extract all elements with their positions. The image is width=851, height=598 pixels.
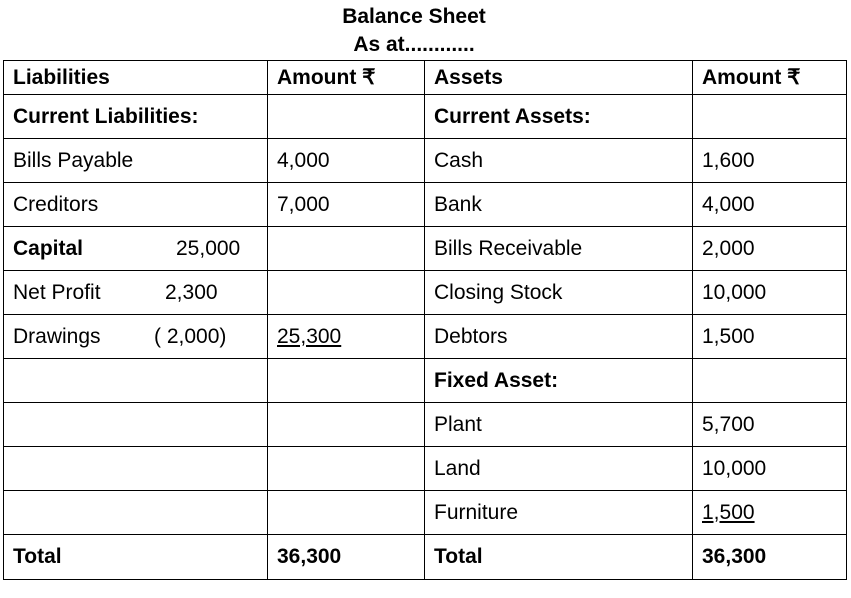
table-row bbox=[4, 95, 847, 139]
liability-label: Drawings bbox=[13, 324, 101, 348]
table-row bbox=[4, 271, 847, 315]
table-row bbox=[4, 403, 847, 447]
table-header-row bbox=[4, 61, 847, 95]
liability-amount bbox=[268, 271, 425, 315]
asset-label: Land bbox=[425, 447, 693, 491]
asset-amount bbox=[693, 95, 847, 139]
liability-label: Capital bbox=[13, 236, 84, 260]
total-row bbox=[4, 535, 847, 580]
asset-label: Plant bbox=[425, 403, 693, 447]
table-row bbox=[4, 315, 847, 359]
asset-label: Cash bbox=[425, 139, 693, 183]
asset-label: Closing Stock bbox=[425, 271, 693, 315]
asset-amount: 10,000 bbox=[693, 447, 847, 491]
liability-amount bbox=[268, 227, 425, 271]
liability-amount bbox=[268, 447, 425, 491]
asset-label: Current Assets: bbox=[425, 95, 693, 139]
liability-label bbox=[4, 447, 268, 491]
asset-amount: 5,700 bbox=[693, 403, 847, 447]
liability-label bbox=[4, 491, 268, 535]
asset-label: Bank bbox=[425, 183, 693, 227]
asset-label: Furniture bbox=[425, 491, 693, 535]
liability-label: Creditors bbox=[4, 183, 268, 227]
total-label-left: Total bbox=[4, 535, 268, 580]
liability-amount: 7,000 bbox=[268, 183, 425, 227]
total-amount-left: 36,300 bbox=[268, 535, 425, 580]
header-liabilities: Liabilities bbox=[4, 61, 268, 95]
liability-cell bbox=[4, 227, 268, 271]
balance-sheet-table bbox=[3, 60, 847, 580]
liability-cell bbox=[4, 315, 268, 359]
asset-amount: 1,600 bbox=[693, 139, 847, 183]
asset-amount: 10,000 bbox=[693, 271, 847, 315]
document-title: Balance Sheet bbox=[342, 5, 486, 28]
table-row bbox=[4, 183, 847, 227]
liability-cell bbox=[4, 271, 268, 315]
liability-label bbox=[4, 359, 268, 403]
header-assets: Assets bbox=[425, 61, 693, 95]
liability-sub-amount: ( 2,000) bbox=[154, 325, 227, 348]
asset-label: Debtors bbox=[425, 315, 693, 359]
liability-sub-amount: 25,000 bbox=[176, 237, 241, 260]
table-row bbox=[4, 491, 847, 535]
asset-label: Fixed Asset: bbox=[425, 359, 693, 403]
liability-amount bbox=[268, 403, 425, 447]
header-amount-left: Amount ₹ bbox=[268, 61, 425, 95]
liability-label bbox=[4, 403, 268, 447]
liability-label: Bills Payable bbox=[4, 139, 268, 183]
asset-amount: 4,000 bbox=[693, 183, 847, 227]
asset-label: Bills Receivable bbox=[425, 227, 693, 271]
liability-amount bbox=[268, 95, 425, 139]
table-row bbox=[4, 447, 847, 491]
liability-amount: 4,000 bbox=[268, 139, 425, 183]
asset-amount: 1,500 bbox=[693, 491, 847, 535]
liability-label: Current Liabilities: bbox=[4, 95, 268, 139]
liability-amount bbox=[268, 359, 425, 403]
header-amount-right: Amount ₹ bbox=[693, 61, 847, 95]
table-row bbox=[4, 139, 847, 183]
liability-amount bbox=[268, 491, 425, 535]
liability-amount: 25,300 bbox=[268, 315, 425, 359]
total-label-right: Total bbox=[425, 535, 693, 580]
table-row bbox=[4, 227, 847, 271]
asset-amount bbox=[693, 359, 847, 403]
asset-amount: 2,000 bbox=[693, 227, 847, 271]
asset-amount: 1,500 bbox=[693, 315, 847, 359]
total-amount-right: 36,300 bbox=[693, 535, 847, 580]
liability-label: Net Profit bbox=[13, 280, 101, 304]
table-row bbox=[4, 359, 847, 403]
liability-sub-amount: 2,300 bbox=[165, 281, 218, 304]
document-subtitle: As at............ bbox=[353, 33, 475, 56]
